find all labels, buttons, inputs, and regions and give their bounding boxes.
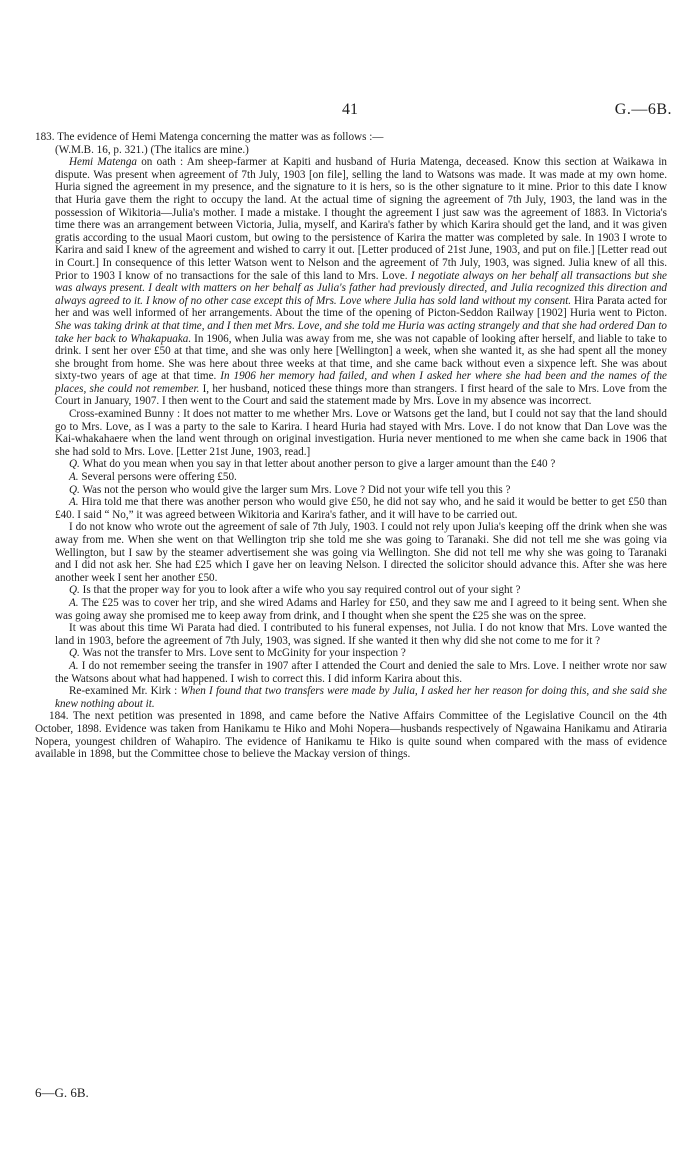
re-examination: Re-examined Mr. Kirk : When I found that two transfers were made by Julia, I asked her her reason for doing this, and she said she knew nothing about it. [55,685,667,710]
footer-signature: 6—G. 6B. [35,1085,89,1100]
cross-examination: Cross-examined Bunny : It does not matter to me whether Mrs. Love or Watsons get the land, but I could not say that the land should go to Mrs. Love, as I was a party to the sale to Karira. I heard Huria had stayed with Mrs. Love. I do not know that Dan Love was the Kai-whakahaere when the land went through on original investigation. Huria never mentioned to me when she came back in 1906 that she had sold to Mrs. Love. [Letter 21st June, 1903, read.] [55,408,667,458]
evidence-paragraph: It was about this time Wi Parata had died. I contributed to his funeral expenses, not Julia. I do not know that Mrs. Love wanted the land in 1903, before the agreement of 7th July, 1903, was signed. If she wanted it then why did she not come to me for it ? [55,622,667,647]
question: Q. Was not the person who would give the larger sum Mrs. Love ? Did not your wife tell you this ? [69,483,511,496]
answer: A. I do not remember seeing the transfer in 1907 after I attended the Court and denied the sale to Mrs. Love. I neither wrote nor saw the Watsons about what had happened. I wish to correct this. I did inform Karira about this. [55,659,667,685]
paragraph-184: 184. The next petition was presented in 1898, and came before the Native Affairs Committee of the Legislative Council on the 4th October, 1898. Evidence was taken from Hanikamu te Hiko and Mohi Nopera—husbands respectively of Ngawaina Hanikamu and Atiraria Nopera, youngest children of Wahapiro. The evidence of Hanikamu te Hiko is quite sound when compared with the mass of evidence available in 1898, but the Committee chose to believe the Mackay version of things. [35,710,667,761]
evidence-in-chief: Hemi Matenga on oath : Am sheep-farmer at Kapiti and husband of Huria Matenga, deceased. Know this section at Waikawa in dispute. Was present when agreement of 7th July, 1903 [on file], selling the land to Watsons was made. It was made at my own home. Huria signed the agreement in my presence, and the signature to it is hers, so is the other signature to it mine. Prior to this date I know that Huria gave them the right to occupy the land. At the actual time of signing the agreement of 7th July, 1903, the land was in the possession of Wikitoria—Julia's mother. I made a mistake. I thought the agreement I just saw was the agreement of 1883. In Victoria's time there was an arrangement between Victoria, Julia, myself, and Karira's father by which Karira should get the land, and it was given gratis according to the usual Maori custom, but owing to the persistence of Karira the matter was completed by sale. In 1903 I wrote to Karira and said I knew of the agreement and wished to carry it out. [Letter produced of 21st June, 1903, and put on file.] [Letter read out in Court.] In consequence of this letter Watson went to Nelson and the agreement of 7th July, 1903, was signed. Julia knew of all this. Prior to 1903 I know of no transactions for the sale of this land to Mrs. Love. I negotiate always on her behalf all transactions but she was always present. I dealt with matters on her behalf as Julia's father had previously directed, and Julia recognized this direction and always agreed to it. I know of no other case except this of Mrs. Love where Julia has sold land without my consent. Hira Parata acted for her and was well informed of her arrangements. About the time of the opening of Picton-Seddon Railway [1902] Huria went to Picton. She was taking drink at that time, and I then met Mrs. Love, and she told me Huria was acting strangely and that she had ordered Dan to take her back to Whakapuaka. In 1906, when Julia was away from me, she was not capable of looking after herself, and liable to take to drink. I sent her over £50 at that time, and she was only here [Wellington] a week, when she wanted it, as she had spent all the money she brought from home. She was here about three weeks at that time, and she came back without even a sixpence left. She was about sixty-two years of age at that time. In 1906 her memory had failed, and when I asked her where she had been and the names of the places, she could not remember. I, her husband, noticed these things more than strangers. I first heard of the sale to Mrs. Love from the Court in January, 1907. I then went to the Court and said the statement made by Mrs. Love in my absence was incorrect. [55,156,668,408]
document-reference: G.—6B. [614,101,672,118]
answer: A. Several persons were offering £50. [69,471,237,484]
question: Q. Is that the proper way for you to look after a wife who you say required control out of your sight ? [69,584,521,597]
minute-book-reference: (W.M.B. 16, p. 321.) (The italics are mine.) [55,143,249,156]
evidence-paragraph: I do not know who wrote out the agreement of sale of 7th July, 1903. I could not rely upon Julia's keeping off the drink when she was away from me. When she went on that Wellington trip she told me she was going to Taranaki. She did not tell me she was going via Wellington, but I saw by the steamer advertisement she was going via Wellington. She did not tell me why she was going to Taranaki and I did not ask her. She had £25 which I gave her on leaving Nelson. I directed the solicitor should advance this. After she was here another week I sent her another £50. [55,521,667,584]
answer: A. The £25 was to cover her trip, and she wired Adams and Harley for £50, and they saw me and I agreed to it being sent. When she was going away she promised me to keep away from drink, and I thought when she spent the £25 she was on the spree. [55,596,668,622]
witness-name: Hemi Matenga [69,156,137,169]
question: Q. What do you mean when you say in that letter about another person to give a larger amount than the £40 ? [69,458,556,471]
paragraph-183-intro: 183. The evidence of Hemi Matenga concerning the matter was as follows :— [35,131,384,143]
answer: A. Hira told me that there was another person who would give £50, he did not say who, and he said it would be better to get £50 than £40. I said “ No,” it was agreed between Wikitoria and Karira's father, and it will have to be carried out. [55,496,667,521]
document-body [35,131,667,761]
question: Q. Was not the transfer to Mrs. Love sent to McGinity for your inspection ? [69,647,406,660]
page-number: 41 [342,101,358,118]
